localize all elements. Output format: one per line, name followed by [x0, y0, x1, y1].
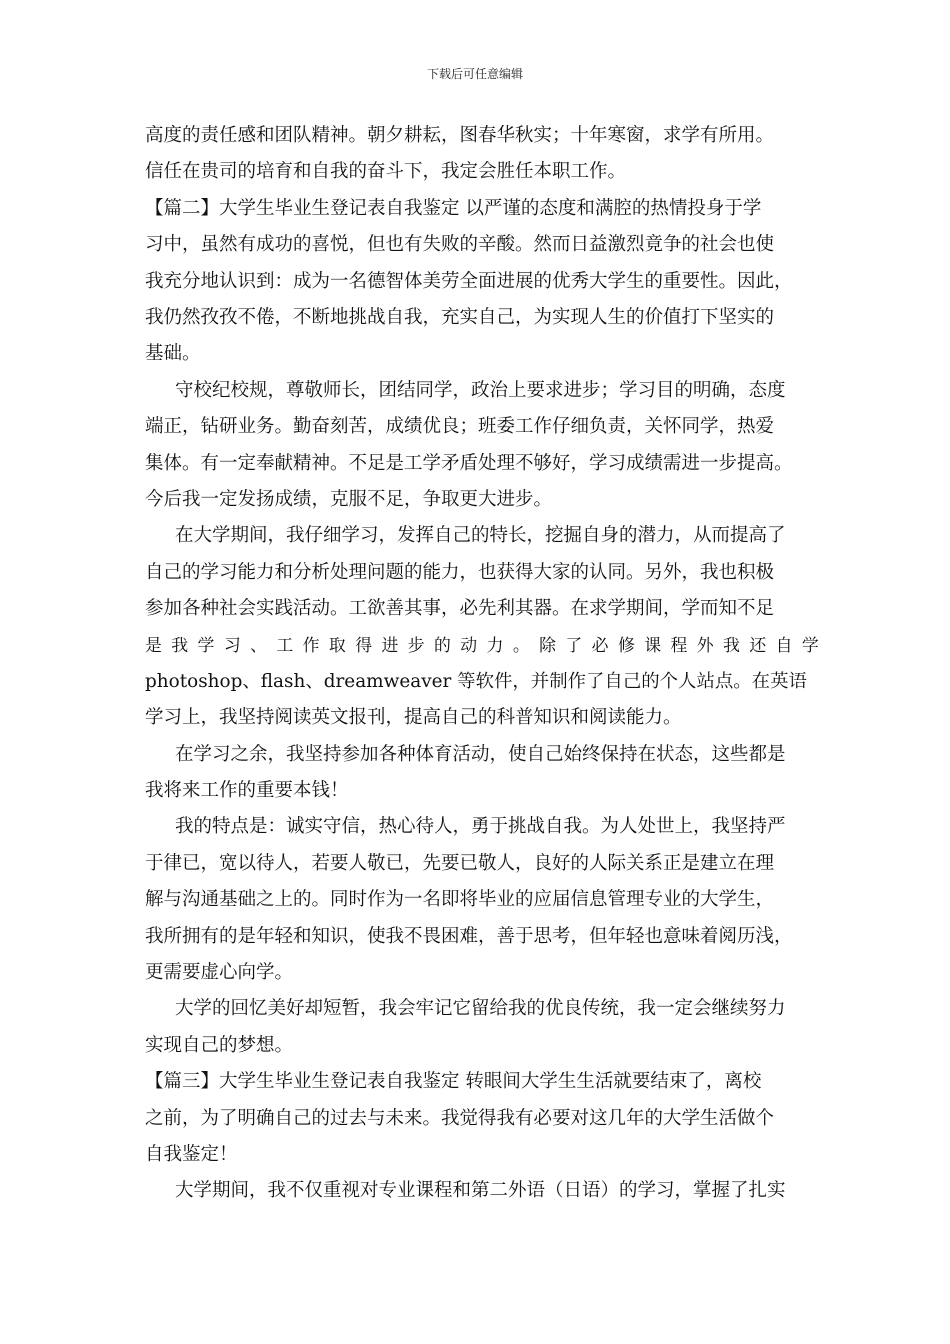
text-line: 更需要虚心向学。	[145, 961, 294, 983]
text-line: 参加各种社会实践活动。工欲善其事，必先利其器。在求学期间，学而知不足	[145, 598, 775, 620]
text-line: 之前，为了明确自己的过去与未来。我觉得我有必要对这几年的大学生活做个	[145, 1107, 775, 1129]
paragraph-first-line: 大学的回忆美好却短暂，我会牢记它留给我的优良传统，我一定会继续努力	[175, 998, 786, 1020]
text-line: 端正，钻研业务。勤奋刻苦，成绩优良；班委工作仔细负责，关怀同学，热爱	[145, 416, 775, 438]
text-line: 我将来工作的重要本钱！	[145, 780, 349, 802]
text-line: photoshop、flash、dreamweaver 等软件，并制作了自己的个人站点。在英语	[145, 670, 807, 692]
text-line: 我仍然孜孜不倦，不断地挑战自我，充实自己，为实现人生的价值打下坚实的	[145, 306, 775, 328]
text-line: 学习上，我坚持阅读英文报刊，提高自己的科普知识和阅读能力。	[145, 707, 682, 729]
text-line: 于律已，宽以待人，若要人敬已，先要已敬人，良好的人际关系正是建立在理	[145, 852, 775, 874]
document-body	[145, 118, 829, 1210]
page-header-note: 下载后可任意编辑	[426, 67, 523, 81]
text-line: 自己的学习能力和分析处理问题的能力，也获得大家的认同。另外，我也积极	[145, 561, 775, 583]
text-line: 基础。	[145, 343, 201, 365]
text-line: 高度的责任感和团队精神。朝夕耕耘，图春华秋实；十年寒窗，求学有所用。	[145, 125, 775, 146]
text-line: 集体。有一定奉献精神。不足是工学矛盾处理不够好，学习成绩需进一步提高。	[145, 452, 793, 474]
text-line: 信任在贵司的培育和自我的奋斗下，我定会胜任本职工作。	[145, 161, 627, 183]
text-line: 自我鉴定！	[145, 1143, 238, 1165]
section-heading-line: 【篇二】大学生毕业生登记表自我鉴定 以严谨的态度和满腔的热情投身于学	[145, 197, 762, 219]
text-line: 我充分地认识到：成为一名德智体美劳全面进展的优秀大学生的重要性。因此，	[145, 270, 793, 292]
text-line: 今后我一定发扬成绩，克服不足，争取更大进步。	[145, 488, 553, 510]
paragraph-first-line: 在大学期间，我仔细学习，发挥自己的特长，挖掘自身的潜力，从而提高了	[175, 525, 786, 547]
text-line: 实现自己的梦想。	[145, 1034, 294, 1056]
paragraph-first-line: 大学期间，我不仅重视对专业课程和第二外语（日语）的学习，掌握了扎实	[175, 1180, 786, 1202]
section-heading-line: 【篇三】大学生毕业生登记表自我鉴定 转眼间大学生生活就要结束了，离校	[145, 1071, 762, 1093]
paragraph-first-line: 守校纪校规，尊敬师长，团结同学，政治上要求进步；学习目的明确，态度	[175, 379, 786, 401]
text-line: 是我学习、工作取得进步的动力。除了必修课程外我还自学	[145, 635, 829, 656]
paragraph-first-line: 我的特点是：诚实守信，热心待人，勇于挑战自我。为人处世上，我坚持严	[175, 816, 786, 838]
text-line: 解与沟通基础之上的。同时作为一名即将毕业的应届信息管理专业的大学生，	[145, 889, 775, 911]
text-line: 我所拥有的是年轻和知识，使我不畏困难，善于思考，但年轻也意味着阅历浅，	[145, 925, 793, 947]
text-line: 习中，虽然有成功的喜悦，但也有失败的辛酸。然而日益激烈竟争的社会也使	[145, 234, 775, 256]
paragraph-first-line: 在学习之余，我坚持参加各种体育活动，使自己始终保持在状态，这些都是	[175, 743, 786, 765]
